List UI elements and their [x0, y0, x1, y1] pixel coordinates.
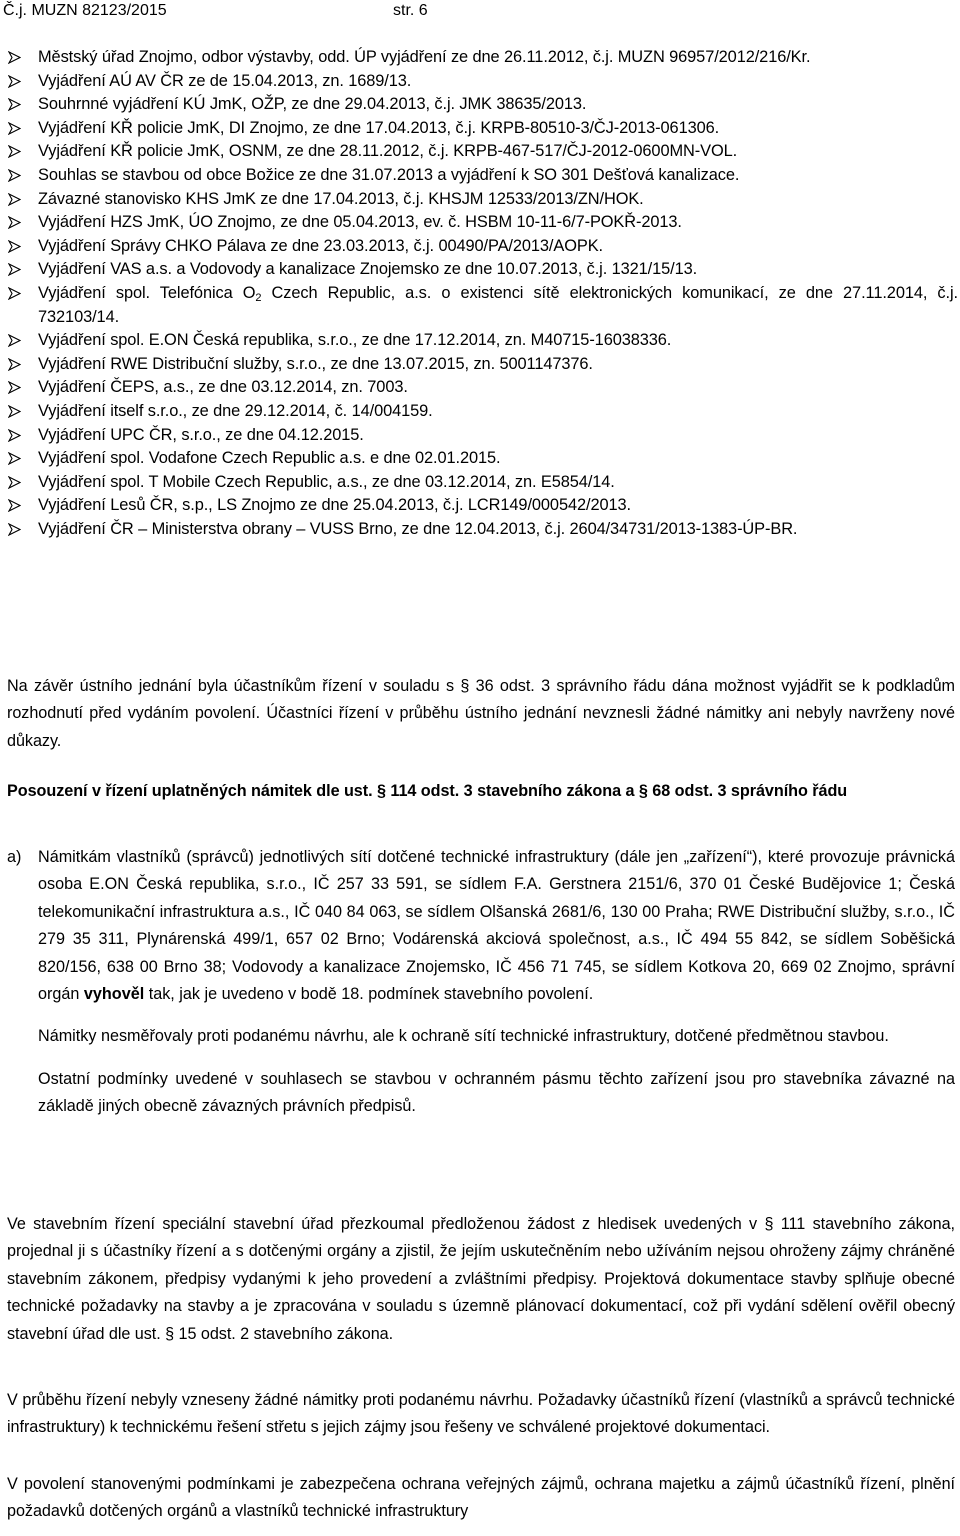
- arrow-bullet-icon: [8, 240, 21, 253]
- arrow-bullet-icon: [8, 51, 21, 64]
- list-item: Vyjádření Správy CHKO Pálava ze dne 23.03.2013, č.j. 00490/PA/2013/AOPK.: [8, 235, 958, 259]
- arrow-bullet-icon: [8, 523, 21, 536]
- list-item: Souhrnné vyjádření KÚ JmK, OŽP, ze dne 29.04.2013, č.j. JMK 38635/2013.: [8, 93, 958, 117]
- list-item: Vyjádření KŘ policie JmK, OSNM, ze dne 28.11.2012, č.j. KRPB-467-517/ČJ-2012-0600MN-VOL.: [8, 140, 958, 164]
- arrow-bullet-icon: [8, 499, 21, 512]
- arrow-bullet-icon: [8, 216, 21, 229]
- reference-number: Č.j. MUZN 82123/2015: [3, 2, 167, 19]
- arrow-bullet-icon: [8, 429, 21, 442]
- arrow-bullet-icon: [8, 98, 21, 111]
- arrow-bullet-icon: [8, 75, 21, 88]
- list-item: Závazné stanovisko KHS JmK ze dne 17.04.2013, č.j. KHSJM 12533/2013/ZN/HOK.: [8, 188, 958, 212]
- arrow-bullet-icon: [8, 358, 21, 371]
- list-item: Vyjádření Lesů ČR, s.p., LS Znojmo ze dne 25.04.2013, č.j. LCR149/000542/2013.: [8, 494, 958, 518]
- list-item: Vyjádření HZS JmK, ÚO Znojmo, ze dne 05.04.2013, ev. č. HSBM 10-11-6/7-POKŘ-2013.: [8, 211, 958, 235]
- arrow-bullet-icon: [8, 405, 21, 418]
- arrow-bullet-icon: [8, 287, 21, 300]
- list-item: Vyjádření UPC ČR, s.r.o., ze dne 04.12.2015.: [8, 424, 958, 448]
- page-header: [3, 0, 953, 22]
- list-item: Vyjádření spol. Vodafone Czech Republic a.s. e dne 02.01.2015.: [8, 447, 958, 471]
- list-item: Vyjádření KŘ policie JmK, DI Znojmo, ze dne 17.04.2013, č.j. KRPB-80510-3/ČJ-2013-061306.: [8, 117, 958, 141]
- list-item: Vyjádření RWE Distribuční služby, s.r.o., ze dne 13.07.2015, zn. 5001147376.: [8, 353, 958, 377]
- list-item: Vyjádření spol. Telefónica $O_2$ Czech Republic, a.s. o existenci sítě elektronických komunikací, ze dne 27.11.2014, č.j. 732103/14.: [8, 282, 958, 329]
- statements-list: [8, 46, 958, 541]
- review-paragraph: Ve stavebním řízení speciální stavební úřad přezkoumal předloženou žádost z hledisek uvedených v § 111 stavebního zákona, projednal ji s účastníky řízení a s dotčenými orgány a zjistil, že jejím uskutečněním nebo užíváním nejsou ohroženy zájmy chráněné stavebním zákonem, předpisy vydanými k jeho provedení a zvláštními předpisy. Projektová dokumentace stavby splňuje obecné technické požadavky na stavby a je zpracována v souladu s územně plánovací dokumentací, což při vydání sdělení ověřil obecný stavební úřad dle ust. § 15 odst. 2 stavebního zákona.: [7, 1215, 955, 1343]
- list-item: Vyjádření itself s.r.o., ze dne 29.12.2014, č. 14/004159.: [8, 400, 958, 424]
- item-text: Námitkám vlastníků (správců) jednotlivých sítí dotčené technické infrastruktury (dále jen „zařízení“), které provozuje právnická osoba E.ON Česká republika, s.r.o., IČ 257 33 591, se sídlem F.A. Gerstnera 2151/6, 370 01 České Budějovice 1; Česká telekomunikační infrastruktura a.s., IČ 040 84 063, se sídlem Olšanská 2681/6, 130 00 Praha; RWE Distribuční služby, s.r.o., IČ 279 35 311, Plynárenská 499/1, 657 02 Brno; Vodárenská akciová společnost, a.s., IČ 494 55 842, se sídlem Soběšická 820/156, 638 00 Brno 38; Vodovody a kanalizace Znojemsko, IČ 456 71 745, se sídlem Kotkova 20, 669 02 Znojmo, správní orgán vyhověl tak, jak je uvedeno v bodě 18. podmínek stavebního povolení.: [38, 848, 955, 1004]
- section-heading: Posouzení v řízení uplatněných námitek dle ust. § 114 odst. 3 stavebního zákona a § 68 odst. 3 správního řádu: [7, 782, 848, 800]
- arrow-bullet-icon: [8, 263, 21, 276]
- arrow-bullet-icon: [8, 476, 21, 489]
- arrow-bullet-icon: [8, 193, 21, 206]
- list-item: Vyjádření VAS a.s. a Vodovody a kanalizace Znojemsko ze dne 10.07.2013, č.j. 1321/15/13.: [8, 258, 958, 282]
- arrow-bullet-icon: [8, 122, 21, 135]
- list-item: Vyjádření spol. T Mobile Czech Republic, a.s., ze dne 03.12.2014, zn. E5854/14.: [8, 471, 958, 495]
- list-item: Vyjádření spol. E.ON Česká republika, s.r.o., ze dne 17.12.2014, zn. M40715-16038336.: [8, 329, 958, 353]
- arrow-bullet-icon: [8, 381, 21, 394]
- page-number: str. 6: [393, 2, 428, 19]
- item-body: [38, 844, 955, 1121]
- arrow-bullet-icon: [8, 334, 21, 347]
- item-subparagraph: Námitky nesměřovaly proti podanému návrhu, ale k ochraně sítí technické infrastruktury, dotčené předmětnou stavbou.: [38, 1027, 889, 1046]
- list-item: Vyjádření AÚ AV ČR ze de 15.04.2013, zn. 1689/13.: [8, 70, 958, 94]
- arrow-bullet-icon: [8, 452, 21, 465]
- item-subparagraph: Ostatní podmínky uvedené v souhlasech se stavbou v ochranném pásmu těchto zařízení jsou pro stavebníka závazné na základě jiných obecně závazných právních předpisů.: [38, 1069, 955, 1116]
- item-marker: a): [7, 848, 22, 866]
- arrow-bullet-icon: [8, 169, 21, 182]
- list-item: Souhlas se stavbou od obce Božice ze dne 31.07.2013 a vyjádření k SO 301 Dešťová kanalizace.: [8, 164, 958, 188]
- arrow-bullet-icon: [8, 145, 21, 158]
- list-item: Městský úřad Znojmo, odbor výstavby, odd. ÚP vyjádření ze dne 26.11.2012, č.j. MUZN 96957/2012/216/Kr.: [8, 46, 958, 70]
- list-item: Vyjádření ČEPS, a.s., ze dne 03.12.2014, zn. 7003.: [8, 376, 958, 400]
- list-item: Vyjádření ČR – Ministerstva obrany – VUSS Brno, ze dne 12.04.2013, č.j. 2604/34731/2013-1383-ÚP-BR.: [8, 518, 958, 542]
- objections-paragraph: V průběhu řízení nebyly vzneseny žádné námitky proti podanému návrhu. Požadavky účastníků řízení (vlastníků a správců technické infrastruktury) k technickému řešení střetu s jejich zájmy jsou řešeny ve schválené projektové dokumentaci.: [7, 1391, 955, 1437]
- closing-paragraph: Na závěr ústního jednání byla účastníkům řízení v souladu s § 36 odst. 3 správního řádu dána možnost vyjádřit se k podkladům rozhodnutí před vydáním povolení. Účastníci řízení v průběhu ústního jednání nevznesli žádné námitky ani nebyly navrženy nové důkazy.: [7, 677, 955, 750]
- conditions-paragraph: V povolení stanovenými podmínkami je zabezpečena ochrana veřejných zájmů, ochrana majetku a zájmů účastníků řízení, plnění požadavků dotčených orgánů a vlastníků technické infrastruktury: [7, 1475, 955, 1521]
